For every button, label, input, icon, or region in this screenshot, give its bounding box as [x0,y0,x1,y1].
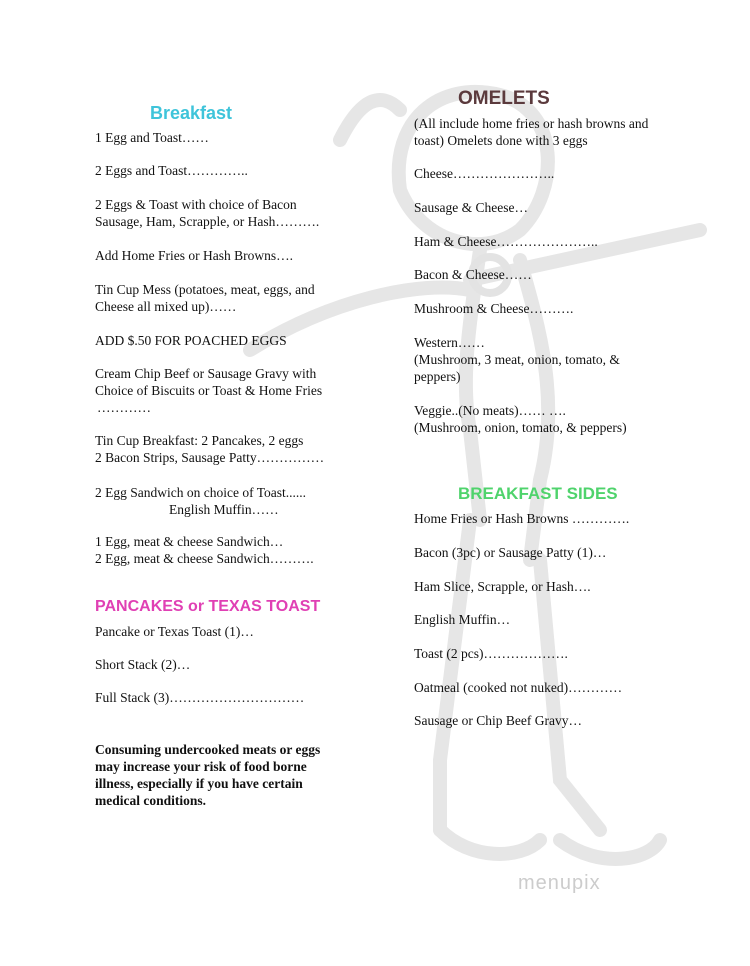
menu-item-line: Cheese all mixed up)…… [95,299,237,314]
omelets-heading: OMELETS [458,88,550,109]
menu-item-line: Cheese………………….. [414,166,555,181]
menu-item-line: Tin Cup Breakfast: 2 Pancakes, 2 eggs [95,433,304,448]
menu-item-line: Ham & Cheese………………….. [414,234,598,249]
menupix-watermark: menupix [518,872,601,894]
menu-item-line: Bacon (3pc) or Sausage Patty (1)… [414,545,607,560]
menu-item-line: Short Stack (2)… [95,657,191,672]
menu-item-line: (Mushroom, onion, tomato, & peppers) [414,420,627,435]
menu-item-line: English Muffin… [414,612,511,627]
menu-item-line: Ham Slice, Scrapple, or Hash…. [414,579,591,594]
food-safety-warning: Consuming undercooked meats or eggs may increase your risk of food borne illness, especially if you have certain medical conditions. [95,742,321,808]
menu-item-line: Sausage or Chip Beef Gravy… [414,713,582,728]
menu-item-line: Toast (2 pcs)………………. [414,646,568,661]
menu-item-line: (All include home fries or hash browns and [414,116,649,131]
breakfast-sides-heading: BREAKFAST SIDES [458,484,618,503]
menu-item-line: Full Stack (3)………………………… [95,690,305,705]
menu-item-line: Veggie..(No meats)…… …. [414,403,566,418]
menu-item-line: Home Fries or Hash Browns …………. [414,511,630,526]
menu-item-line: ADD $.50 FOR POACHED EGGS [95,333,287,348]
menu-item-line: Sausage, Ham, Scrapple, or Hash………. [95,214,320,229]
menu-item-line: Choice of Biscuits or Toast & Home Fries [95,383,323,398]
menu-item-line: 2 Egg, meat & cheese Sandwich………. [95,551,314,566]
menu-item-line: Cream Chip Beef or Sausage Gravy with [95,366,317,381]
menu-item-line: 1 Egg, meat & cheese Sandwich… [95,534,284,549]
menu-item-line: Pancake or Texas Toast (1)… [95,624,254,639]
menu-item-line: Oatmeal (cooked not nuked)………… [414,680,623,695]
pancakes-heading: PANCAKES or TEXAS TOAST [95,598,321,615]
menu-item-line: Western…… [414,335,485,350]
menu-item-line: English Muffin…… [169,502,279,517]
menu-item-line: Bacon & Cheese…… [414,267,532,282]
menu-item-line: (Mushroom, 3 meat, onion, tomato, & [414,352,620,367]
menu-item-line: 2 Bacon Strips, Sausage Patty…………… [95,450,325,465]
menu-item-line: 1 Egg and Toast…… [95,130,209,145]
menu-item-line: 2 Eggs and Toast………….. [95,163,248,178]
menu-item-line: 2 Eggs & Toast with choice of Bacon [95,197,297,212]
menu-item-line: Tin Cup Mess (potatoes, meat, eggs, and [95,282,315,297]
menu-item-line: ………… [97,400,151,415]
menu-item-line: Sausage & Cheese… [414,200,528,215]
menu-item-line: Mushroom & Cheese………. [414,301,574,316]
menu-item-line: toast) Omelets done with 3 eggs [414,133,588,148]
menu-item-line: peppers) [414,369,461,384]
menu-item-line: Add Home Fries or Hash Browns…. [95,248,293,263]
breakfast-heading: Breakfast [150,103,233,123]
menu-item-line: 2 Egg Sandwich on choice of Toast...... [95,485,307,500]
